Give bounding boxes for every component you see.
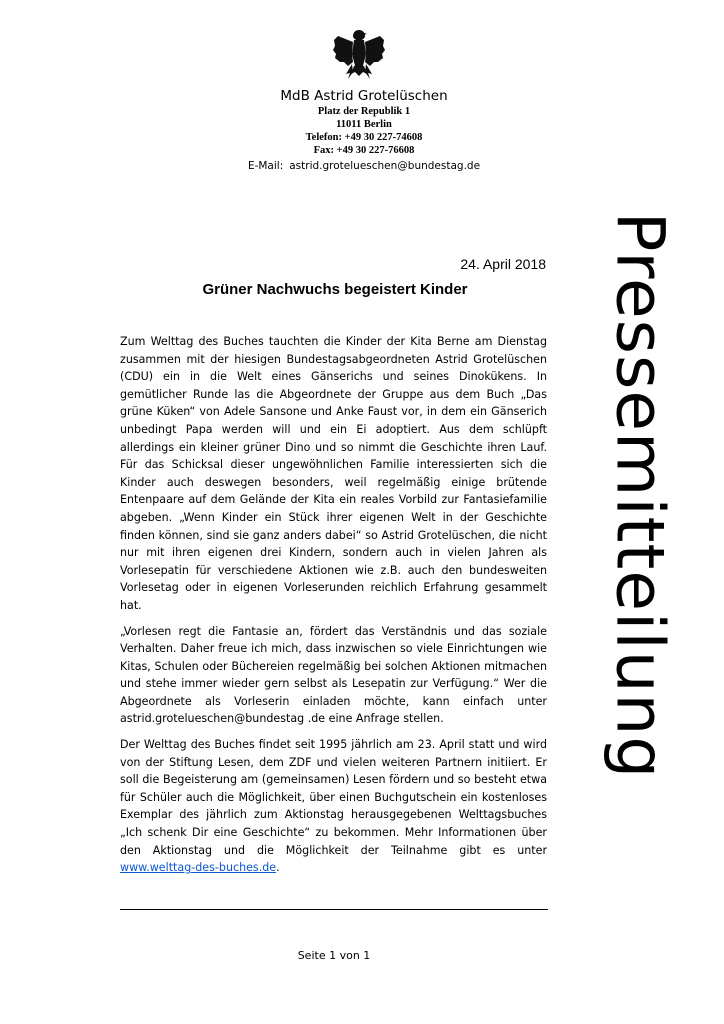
body-text bbox=[120, 333, 547, 885]
paragraph-2: „Vorlesen regt die Fantasie an, fördert das Verständnis und das soziale Verhalten. Daher freue ich mich, dass inzwischen so viele Einrichtungen wie Kitas, Schulen oder Büchereien regelmäßig bei solchen Aktionen mitmachen und stehe immer wieder gern selbst als Lesepatin zur Verfügung.“ Wer die Abgeordnete als Vorleserin einladen möchte, kann einfach unter astrid.grotelueschen@bundestag .de eine Anfrage stellen. bbox=[120, 624, 547, 726]
paragraph-3 bbox=[120, 736, 547, 877]
letterhead bbox=[214, 88, 514, 173]
federal-eagle-icon bbox=[332, 26, 386, 84]
email-line bbox=[214, 159, 514, 173]
mp-name: MdB Astrid Grotelüschen bbox=[280, 88, 448, 104]
release-date: 24. April 2018 bbox=[460, 256, 546, 272]
welttag-link[interactable]: www.welttag-des-buches.de bbox=[120, 861, 277, 875]
fax-number: Fax: +49 30 227-76608 bbox=[313, 145, 415, 156]
footer-divider bbox=[120, 909, 548, 910]
paragraph-3-end: . bbox=[276, 861, 280, 875]
vertical-title: Pressemitteilung bbox=[601, 211, 679, 779]
phone-number: Telefon: +49 30 227-74608 bbox=[305, 132, 423, 143]
paragraph-1: Zum Welttag des Buches tauchten die Kinder der Kita Berne am Dienstag zusammen mit der hiesigen Bundestagsabgeordneten Astrid Grotelüschen (CDU) ein in die Welt eines Gänserichs und seines Dinokükens. In gemütlicher Runde las die Abgeordnete der Gruppe aus dem Buch „Das grüne Küken“ von Adele Sansone und Anke Faust vor, in dem ein Gänserich unbedingt Papa werden will und ein Ei adoptiert. Aus dem schlüpft allerdings ein kleiner grüner Dino und so nimmt die Geschichte ihren Lauf. Für das Schicksal dieser ungewöhnlichen Familie interessierten sich die Kinder auch deswegen besonders, weil regelmäßig einige brütende Entenpaare auf dem Gelände der Kita ein reales Vorbild zur Fantasiefamilie abgeben. „Wenn Kinder ein Stück ihrer eigenen Welt in der Geschichte finden können, sind sie ganz anders dabei“ so Astrid Grotelüschen, die nicht nur mit ihren eigenen drei Kindern, sondern auch in vielen Jahren als Vorlesepatin für verschiedene Aktionen wie z.B. auch den bundesweiten Vorlesetag oder in eigenen Vorleserunden reichlich Erfahrung gesammelt hat. bbox=[120, 335, 547, 612]
paragraph-3-text: Der Welttag des Buches findet seit 1995 jährlich am 23. April statt und wird von der Stiftung Lesen, dem ZDF und vielen weiteren Partnern initiiert. Er soll die Begeisterung am (gemeinsamen) Lesen fördern und so besteht etwa für Schüler auch die Möglichkeit, über einen Buchgutschein ein kostenloses Exemplar des jährlich zum Aktionstag herausgegebenen Welttagsbuches „Ich schenk Dir eine Geschichte“ zu bekommen. Mehr Informationen über den Aktionstag und die Möglichkeit der Teilnahme gibt es unter bbox=[120, 738, 547, 857]
headline: Grüner Nachwuchs begeistert Kinder bbox=[202, 281, 468, 298]
email-label: E-Mail: bbox=[247, 160, 284, 172]
address-street: Platz der Republik 1 bbox=[317, 106, 411, 117]
vertical-title-container bbox=[580, 110, 700, 880]
email-address[interactable]: astrid.grotelueschen@bundestag.de bbox=[289, 160, 481, 172]
page-number: Seite 1 von 1 bbox=[297, 949, 371, 962]
address-city: 11011 Berlin bbox=[336, 119, 392, 130]
